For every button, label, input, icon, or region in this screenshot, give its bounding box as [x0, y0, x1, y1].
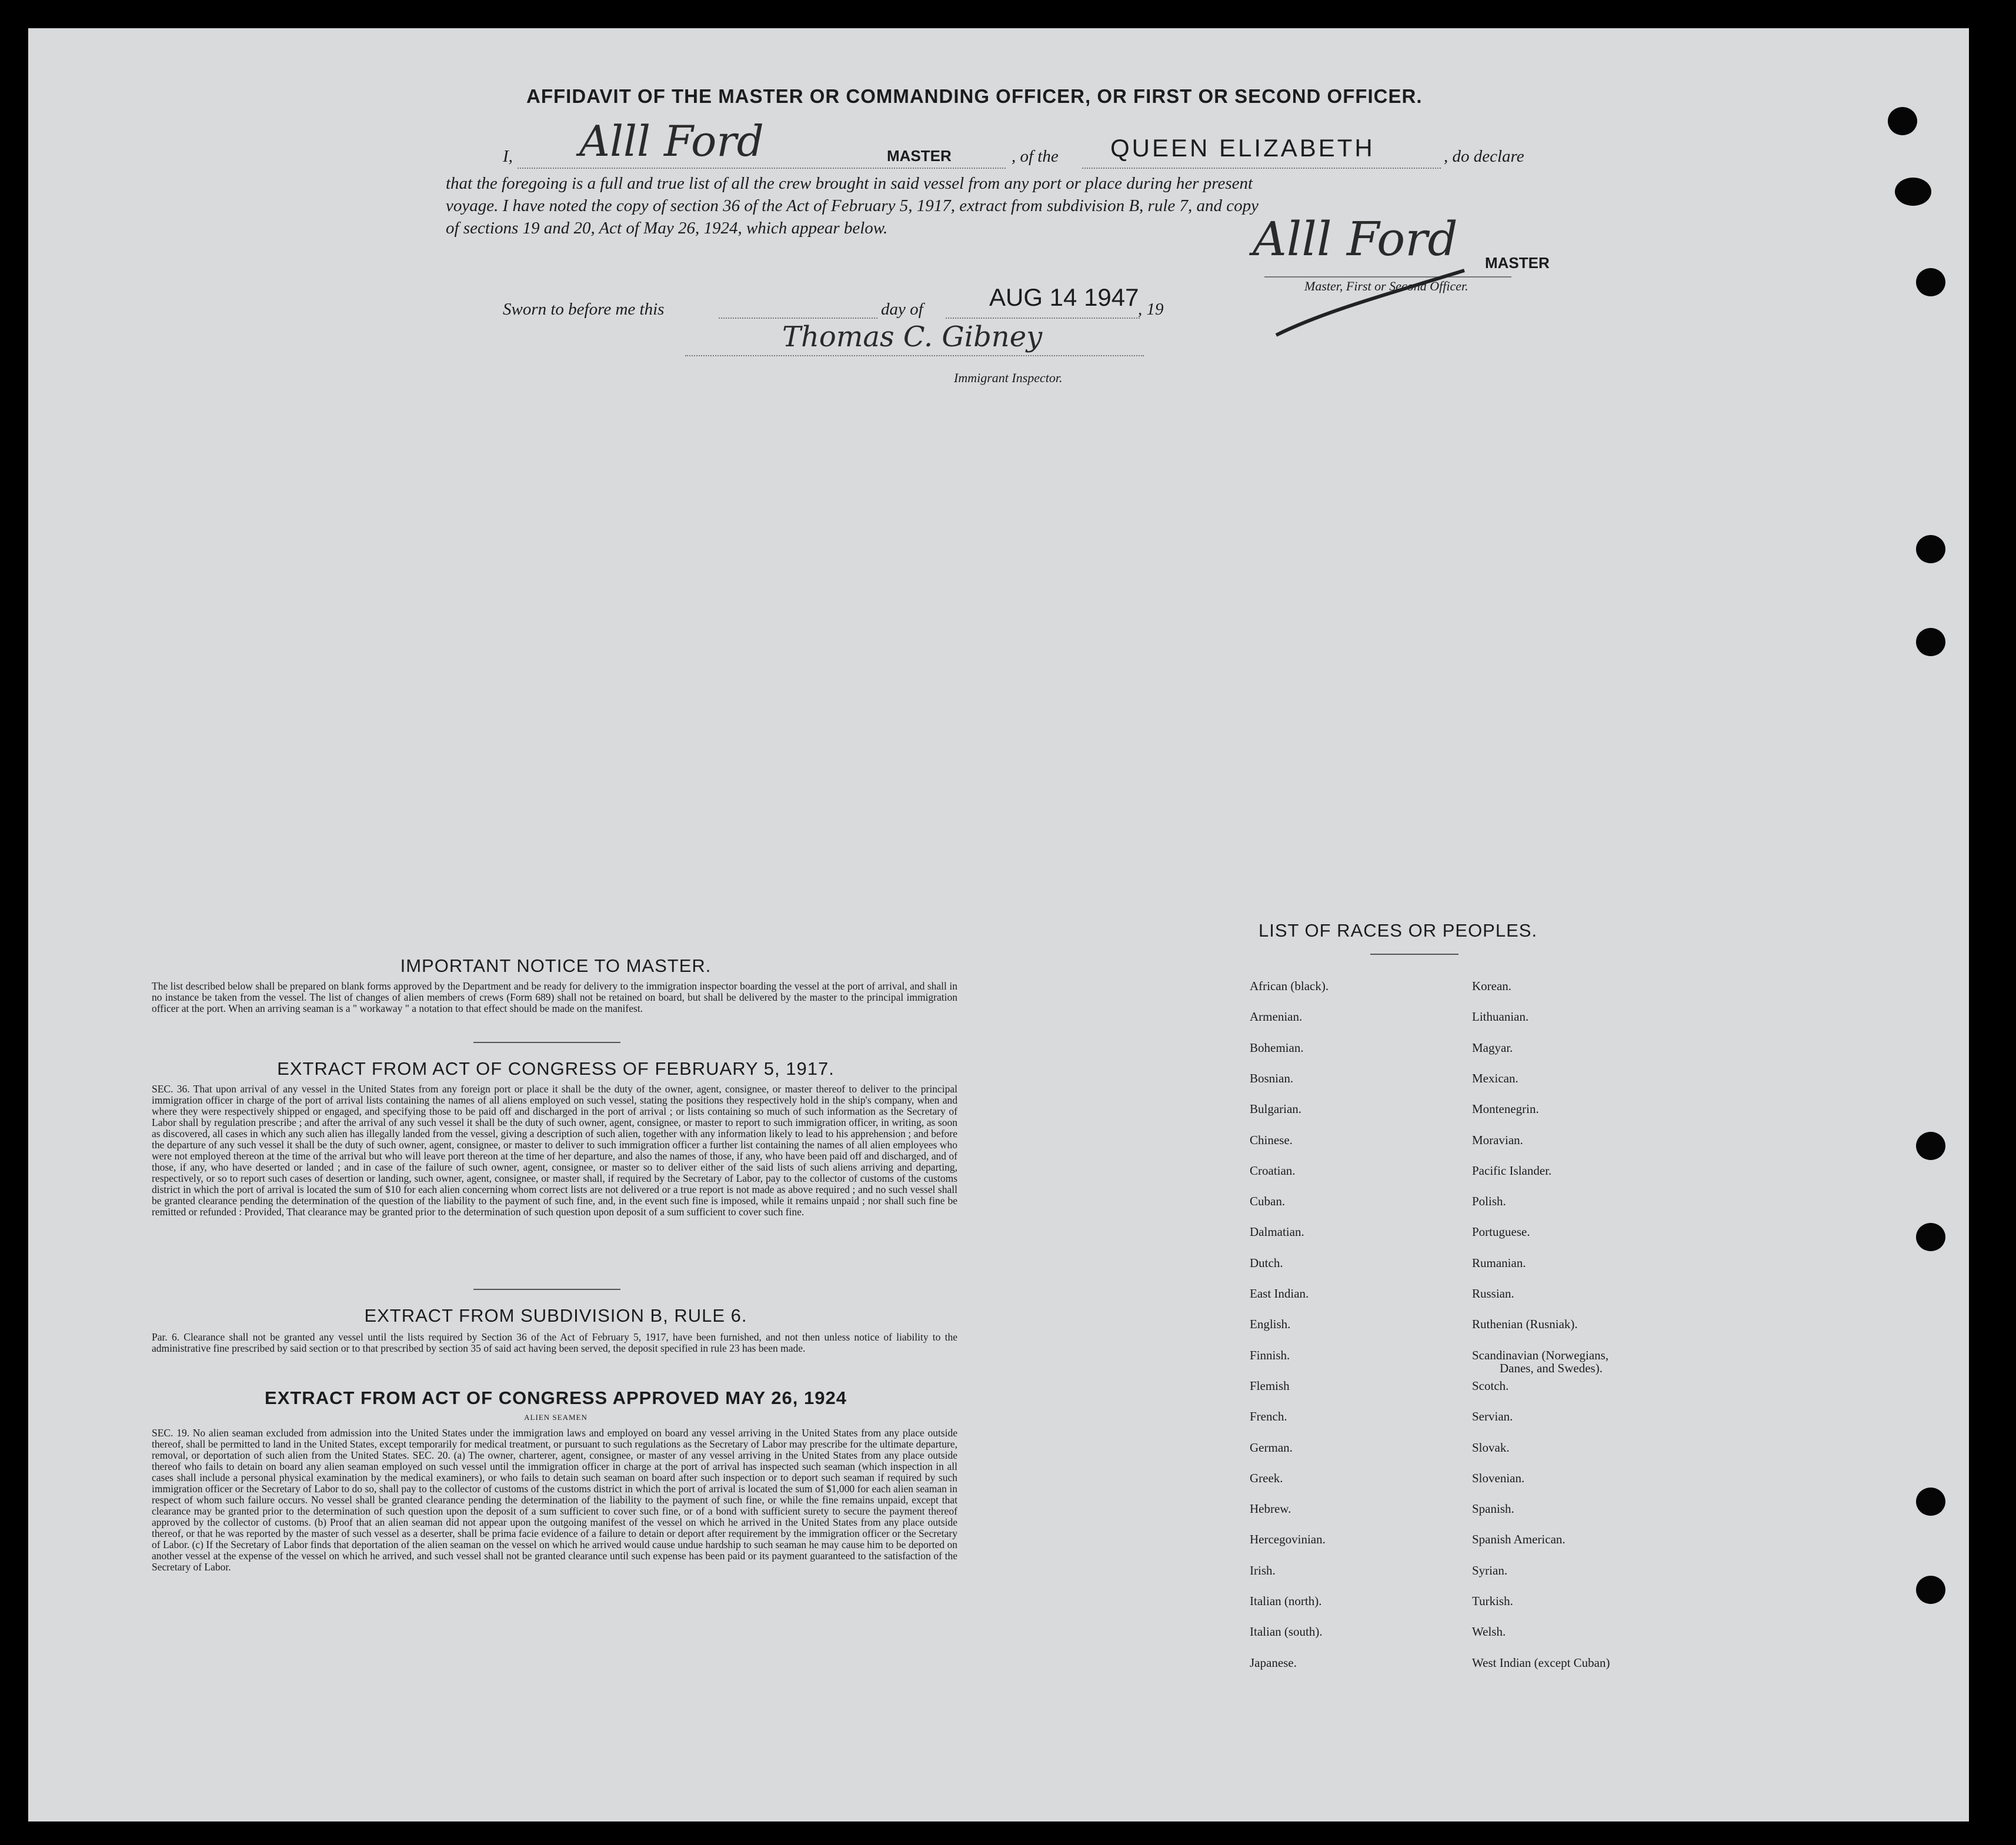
date-stamp: AUG 14 1947	[989, 283, 1139, 311]
race-item: Syrian.	[1472, 1563, 1508, 1577]
race-item: Irish.	[1250, 1563, 1276, 1577]
extract-1924-heading: EXTRACT FROM ACT OF CONGRESS APPROVED MAY 26, 1924	[265, 1388, 847, 1408]
i-label: I,	[503, 147, 513, 166]
race-item: Mexican.	[1472, 1071, 1518, 1085]
race-item: Slovenian.	[1472, 1470, 1525, 1485]
extract-1917-heading: EXTRACT FROM ACT OF CONGRESS OF FEBRUARY 5, 1917.	[277, 1058, 835, 1079]
race-item: Slovak.	[1472, 1440, 1510, 1455]
affidavit-title: AFFIDAVIT OF THE MASTER OR COMMANDING OFFICER, OR FIRST OR SECOND OFFICER.	[526, 85, 1423, 107]
race-item: Bulgarian.	[1250, 1102, 1302, 1117]
race-item: Italian (north).	[1250, 1594, 1322, 1608]
race-item: Korean.	[1472, 979, 1512, 993]
race-item: French.	[1250, 1409, 1287, 1424]
extract-rule6-heading: EXTRACT FROM SUBDIVISION B, RULE 6.	[364, 1305, 747, 1326]
race-item: Ruthenian (Rusniak).	[1472, 1317, 1578, 1332]
race-item: Armenian.	[1250, 1010, 1303, 1024]
affidavit-line-2: voyage. I have noted the copy of section 36 of the Act of February 5, 1917, extract from subdivision B, rule 7, and copy	[446, 196, 1259, 215]
race-item: Russian.	[1472, 1286, 1514, 1301]
signature-flourish	[1270, 259, 1470, 341]
vessel-name: QUEEN ELIZABETH	[1110, 134, 1375, 162]
race-item: Magyar.	[1472, 1040, 1513, 1055]
race-item: Italian (south).	[1250, 1625, 1323, 1639]
races-heading: LIST OF RACES OR PEOPLES.	[1259, 920, 1538, 941]
binder-hole	[1916, 268, 1945, 296]
rank-stamp: MASTER	[887, 147, 952, 165]
affidavit-line-1: that the foregoing is a full and true list of all the crew brought in said vessel from any port or place during her present	[446, 174, 1253, 193]
race-item: Finnish.	[1250, 1348, 1290, 1362]
race-item: Croatian.	[1250, 1163, 1296, 1178]
binder-hole	[1916, 1488, 1945, 1516]
extract-1924-body: SEC. 19. No alien seaman excluded from admission into the United States under the immigration laws and employed on board any vessel arriving in the United States from any place outside thereof, shall be permitted to land in the United States, except temporarily for medical treatment, or pursuant to such regulations as the Secretary of Labor may prescribe for the ultimate departure, removal, or deportation of such alien from the United States. SEC. 20. (a) The owner, charterer, agent, consignee, or master of any vessel arriving in the United States from any place outside thereof who fails to detain on board any alien seaman employed on such vessel until the immigration officer in charge at the port of arrival has inspected such seaman (which inspection in all cases shall include a personal physical examination by the medical examiners), or who fails to detain such seaman on board after such inspection or to deport such seaman if required by such immigration officer or the Secretary of Labor to do so, shall pay to the collector of customs of the customs district in which the port of arrival is located the sum of $1,000 for each alien seaman in respect of whom such failure occurs. No vessel shall be granted clearance pending the determination of the liability to the payment of such fine, or while the fine remains unpaid, except that clearance may be granted prior to the determination of such question upon the deposit of a sum sufficient to cover such fine, or of a bond with sufficient surety to secure the payment thereof approved by the collector of customs. (b) Proof that an alien seaman did not appear upon the outgoing manifest of the vessel on which he arrived in the United States from any place outside thereof, or that he was reported by the master of such vessel as a deserter, shall be prima facie evidence of a failure to detain or deport after requirement by the immigration officer or the Secretary of Labor. (c) If the Secretary of Labor finds that deportation of the alien seaman on the vessel on which he arrived would cause undue hardship to such seaman he may cause him to be deported on another vessel at the expense of the vessel on which he arrived, and such vessel shall not be granted clearance until such expense has been paid or its payment guaranteed to the satisfaction of the Secretary of Labor.	[152, 1427, 957, 1573]
race-item: Bosnian.	[1250, 1071, 1294, 1085]
signer-signature: Alll Ford	[1253, 212, 1458, 266]
race-item: Flemish	[1250, 1378, 1290, 1393]
race-item: Rumanian.	[1472, 1255, 1526, 1270]
race-item: East Indian.	[1250, 1286, 1309, 1301]
race-item: Hercegovinian.	[1250, 1532, 1326, 1547]
race-item: Servian.	[1472, 1409, 1513, 1424]
affidavit-line-3: of sections 19 and 20, Act of May 26, 1924, which appear below.	[446, 219, 888, 238]
race-item: Chinese.	[1250, 1132, 1293, 1147]
race-item: English.	[1250, 1317, 1291, 1332]
race-item: Montenegrin.	[1472, 1102, 1539, 1117]
race-item: Scandinavian (Norwegians,	[1472, 1348, 1609, 1362]
binder-hole	[1916, 535, 1945, 563]
race-item: Cuban.	[1250, 1194, 1286, 1209]
binder-hole	[1916, 1576, 1945, 1604]
race-item: Danes, and Swedes).	[1500, 1361, 1603, 1375]
binder-hole	[1895, 178, 1931, 206]
race-item: Dalmatian.	[1250, 1225, 1304, 1239]
sworn-label: Sworn to before me this	[503, 300, 665, 319]
notice-body: The list described below shall be prepared on blank forms approved by the Department and be ready for delivery to the immigration inspector boarding the vessel at the port of arrival, and shall in no instance be taken from the vessel. The list of changes of alien members of crews (Form 689) shall not be retained on board, but shall be delivered by the master to the principal immigration officer at the port. When an arriving seaman is a " workaway " a notation to that effect should be made on the manifest.	[152, 980, 957, 1014]
race-item: Pacific Islander.	[1472, 1163, 1552, 1178]
race-item: Dutch.	[1250, 1255, 1283, 1270]
year-label: , 19	[1138, 300, 1164, 319]
of-the-label: , of the	[1012, 147, 1059, 166]
race-item: Japanese.	[1250, 1655, 1297, 1670]
day-of-label: day of	[881, 300, 923, 319]
binder-hole	[1888, 107, 1917, 135]
extract-1924-subheading: ALIEN SEAMEN	[524, 1413, 588, 1422]
race-item: Polish.	[1472, 1194, 1506, 1209]
signer-rank-stamp: MASTER	[1485, 254, 1550, 272]
race-item: African (black).	[1250, 979, 1329, 993]
inspector-signature: Thomas C. Gibney	[782, 320, 1043, 353]
race-item: Hebrew.	[1250, 1502, 1291, 1516]
race-item: Scotch.	[1472, 1378, 1509, 1393]
inspector-caption: Immigrant Inspector.	[954, 370, 1063, 385]
race-item: German.	[1250, 1440, 1293, 1455]
race-item: Moravian.	[1472, 1132, 1523, 1147]
master-signature: Alll Ford	[579, 116, 764, 166]
binder-hole	[1916, 628, 1945, 656]
binder-hole	[1916, 1132, 1945, 1160]
extract-rule6-body: Par. 6. Clearance shall not be granted any vessel until the lists required by Section 36 of the Act of February 5, 1917, have been furnished, and not then unless notice of liability to the administrative fine prescribed by said section or to that prescribed by section 35 of said act having been served, the deposit specified in rule 23 has been made.	[152, 1331, 957, 1354]
do-declare-label: , do declare	[1444, 147, 1524, 166]
race-item: Bohemian.	[1250, 1040, 1304, 1055]
race-item: West Indian (except Cuban)	[1472, 1655, 1610, 1670]
race-item: Lithuanian.	[1472, 1010, 1529, 1024]
race-item: Spanish American.	[1472, 1532, 1566, 1547]
binder-hole	[1916, 1223, 1945, 1251]
extract-1917-body: SEC. 36. That upon arrival of any vessel in the United States from any foreign port or place it shall be the duty of the owner, agent, consignee, or master thereof to deliver to the principal immigration officer in charge of the port of arrival lists containing the names of all aliens employed on such vessel, stating the positions they respectively hold in the ship's company, when and where they were respectively shipped or engaged, and specifying those to be paid off and discharged in the port of arrival ; or lists containing so much of such information as the Secretary of Labor shall by regulation prescribe ; and after the arrival of any such vessel it shall be the duty of such owner, agent, consignee, or master to report to such immigration officer, in writing, as soon as discovered, all cases in which any such alien has illegally landed from the vessel, giving a description of such alien, together with any information likely to lead to his apprehension ; and before the departure of any such vessel it shall be the duty of such owner, agent, consignee, or master to deliver to such immigration officer a further list containing the names of all alien employees who were not employed thereon at the time of the arrival but who will leave port thereon at the time of her departure, and also the names of those, if any, who have been paid off and discharged, and of those, if any, who have deserted or landed ; and in case of the failure of such owner, agent, consignee, or master so to deliver either of the said lists of such aliens arriving and departing, respectively, or so to report such cases of desertion or landing, such owner, agent, consignee, or master shall, if required by the Secretary of Labor, pay to the collector of customs of the customs district in which the port of arrival is located the sum of $10 for each alien concerning whom correct lists are not delivered or a true report is not made as above required ; and no such vessel shall be granted clearance pending the determination of the question of the liability to the payment of such fine, and, in the event such fine is imposed, while it remains unpaid ; nor shall such fine be remitted or refunded : Provided, That clearance may be granted prior to the determination of such question upon deposit of a sum sufficient to cover such fine.	[152, 1083, 957, 1218]
notice-heading: IMPORTANT NOTICE TO MASTER.	[400, 955, 712, 976]
signer-caption: Master, First or Second Officer.	[1304, 279, 1468, 293]
race-item: Welsh.	[1472, 1625, 1506, 1639]
race-item: Turkish.	[1472, 1594, 1513, 1608]
race-item: Greek.	[1250, 1470, 1283, 1485]
race-item: Portuguese.	[1472, 1225, 1530, 1239]
race-item: Spanish.	[1472, 1502, 1514, 1516]
